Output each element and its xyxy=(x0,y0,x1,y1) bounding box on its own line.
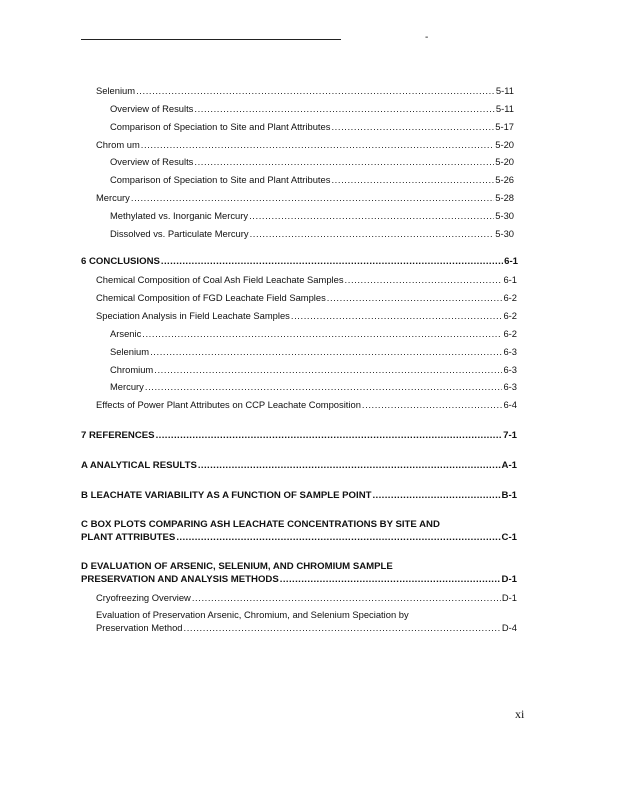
toc-page: D-1 xyxy=(501,574,517,585)
toc-label: Preservation Method xyxy=(96,622,183,633)
leader-dots xyxy=(362,399,503,410)
toc-page: 6-3 xyxy=(503,364,517,375)
toc-label: Chrom um xyxy=(96,139,140,150)
toc-label: 7 REFERENCES xyxy=(81,430,155,441)
toc-entry-selenium[interactable] xyxy=(96,85,514,96)
toc-page: 6-1 xyxy=(504,256,518,267)
toc-label: Chemical Composition of FGD Leachate Field Samples xyxy=(96,292,326,303)
leader-dots xyxy=(198,460,501,471)
header-rule xyxy=(81,39,341,40)
toc-page: 6-2 xyxy=(503,292,517,303)
toc-entry-fgd-composition[interactable] xyxy=(96,292,517,303)
toc-entry-mercury[interactable] xyxy=(110,381,517,392)
toc-entry-effects-power-plant[interactable] xyxy=(96,399,517,410)
toc-entry-overview-of-results[interactable] xyxy=(110,156,514,167)
toc-entry-chromium[interactable] xyxy=(96,139,514,150)
leader-dots xyxy=(145,381,503,392)
leader-dots xyxy=(280,574,501,585)
toc-entry-speciation-analysis[interactable] xyxy=(96,310,517,321)
toc-page: 6-2 xyxy=(503,328,517,339)
toc-page: 5-17 xyxy=(495,121,514,132)
leader-dots xyxy=(141,139,494,150)
toc-entry-appendix-c[interactable] xyxy=(81,519,517,543)
toc-label: Selenium xyxy=(110,346,150,357)
leader-dots xyxy=(161,256,503,267)
toc-entry-references[interactable] xyxy=(81,430,517,441)
leader-dots xyxy=(249,210,494,221)
toc-label-line1: C BOX PLOTS COMPARING ASH LEACHATE CONCENTRATIONS BY SITE AND xyxy=(81,519,440,530)
toc-label: 6 CONCLUSIONS xyxy=(81,256,160,267)
toc-entry-chromium[interactable] xyxy=(110,364,517,375)
toc-entry-overview-of-results[interactable] xyxy=(110,103,514,114)
toc-label: B LEACHATE VARIABILITY AS A FUNCTION OF SAMPLE POINT xyxy=(81,490,372,501)
leader-dots xyxy=(156,430,503,441)
toc-page: A-1 xyxy=(501,460,517,471)
toc-label: Comparison of Speciation to Site and Plant Attributes xyxy=(110,174,331,185)
toc-entry-methylated-mercury[interactable] xyxy=(110,210,514,221)
leader-dots xyxy=(291,310,503,321)
page-number: xi xyxy=(515,707,525,721)
leader-dots xyxy=(136,85,495,96)
toc-label: Chemical Composition of Coal Ash Field Leachate Samples xyxy=(96,274,344,285)
toc-label: Chromium xyxy=(110,364,154,375)
toc-page: 5-26 xyxy=(495,174,514,185)
toc-label: Selenium xyxy=(96,85,136,96)
toc-page: 5-20 xyxy=(495,156,514,167)
toc-entry-coal-ash-composition[interactable] xyxy=(96,274,517,285)
toc-entry-arsenic[interactable] xyxy=(110,328,517,339)
toc-page: 6-4 xyxy=(503,399,517,410)
leader-dots xyxy=(150,346,502,357)
toc-label: A ANALYTICAL RESULTS xyxy=(81,460,197,471)
leader-dots xyxy=(142,328,502,339)
toc-label: Dissolved vs. Particulate Mercury xyxy=(110,228,249,239)
leader-dots xyxy=(372,490,500,501)
toc-label: Cryofreezing Overview xyxy=(96,592,191,603)
toc-label: Speciation Analysis in Field Leachate Samples xyxy=(96,310,290,321)
toc-label: Effects of Power Plant Attributes on CCP Leachate Composition xyxy=(96,399,361,410)
toc-entry-evaluation-preservation[interactable] xyxy=(96,609,517,633)
toc-page: 5-28 xyxy=(495,192,514,203)
toc-label: Arsenic xyxy=(110,328,142,339)
toc-entry-comparison-speciation[interactable] xyxy=(110,121,514,132)
toc-entry-comparison-speciation[interactable] xyxy=(110,174,514,185)
toc-entry-conclusions[interactable] xyxy=(81,256,518,267)
toc-label-line1: Evaluation of Preservation Arsenic, Chromium, and Selenium Speciation by xyxy=(96,609,409,620)
toc-page: D-4 xyxy=(501,622,517,633)
leader-dots xyxy=(192,592,501,603)
leader-dots xyxy=(327,292,503,303)
toc-label: Overview of Results xyxy=(110,156,194,167)
leader-dots xyxy=(250,228,495,239)
leader-dots xyxy=(345,274,503,285)
leader-dots xyxy=(331,121,494,132)
leader-dots xyxy=(184,622,501,633)
leader-dots xyxy=(331,174,494,185)
toc-page: 5-30 xyxy=(495,228,514,239)
toc-entry-appendix-a[interactable] xyxy=(81,460,517,471)
toc-entry-appendix-d[interactable] xyxy=(81,561,517,585)
toc-page: 6-3 xyxy=(503,381,517,392)
toc-page: 5-11 xyxy=(495,85,514,96)
toc-label: Comparison of Speciation to Site and Plant Attributes xyxy=(110,121,331,132)
toc-label: PRESERVATION AND ANALYSIS METHODS xyxy=(81,574,279,585)
toc-label: Mercury xyxy=(96,192,130,203)
toc-page: 5-11 xyxy=(495,103,514,114)
toc-entry-selenium[interactable] xyxy=(110,346,517,357)
toc-page: 6-2 xyxy=(503,310,517,321)
toc-entry-dissolved-mercury[interactable] xyxy=(110,228,514,239)
toc-entry-cryofreezing[interactable] xyxy=(96,592,517,603)
leader-dots xyxy=(194,103,495,114)
leader-dots xyxy=(176,532,500,543)
toc-page: 6-1 xyxy=(503,274,517,285)
toc-label: Mercury xyxy=(110,381,144,392)
leader-dots xyxy=(194,156,494,167)
toc-entry-mercury[interactable] xyxy=(96,192,514,203)
leader-dots xyxy=(131,192,494,203)
toc-page: C-1 xyxy=(501,532,517,543)
toc-entry-appendix-b[interactable] xyxy=(81,490,517,501)
toc-label-line1: D EVALUATION OF ARSENIC, SELENIUM, AND CHROMIUM SAMPLE xyxy=(81,561,393,572)
toc-page: 5-20 xyxy=(495,139,514,150)
leader-dots xyxy=(154,364,502,375)
toc-label: Methylated vs. Inorganic Mercury xyxy=(110,210,249,221)
toc-page: D-1 xyxy=(501,592,517,603)
toc-page: 6-3 xyxy=(503,346,517,357)
toc-page: 7-1 xyxy=(503,430,517,441)
toc-page: B-1 xyxy=(501,490,517,501)
header-dash: - xyxy=(425,32,429,43)
toc-label: Overview of Results xyxy=(110,103,194,114)
toc-label: PLANT ATTRIBUTES xyxy=(81,532,176,543)
toc-page: 5-30 xyxy=(495,210,514,221)
